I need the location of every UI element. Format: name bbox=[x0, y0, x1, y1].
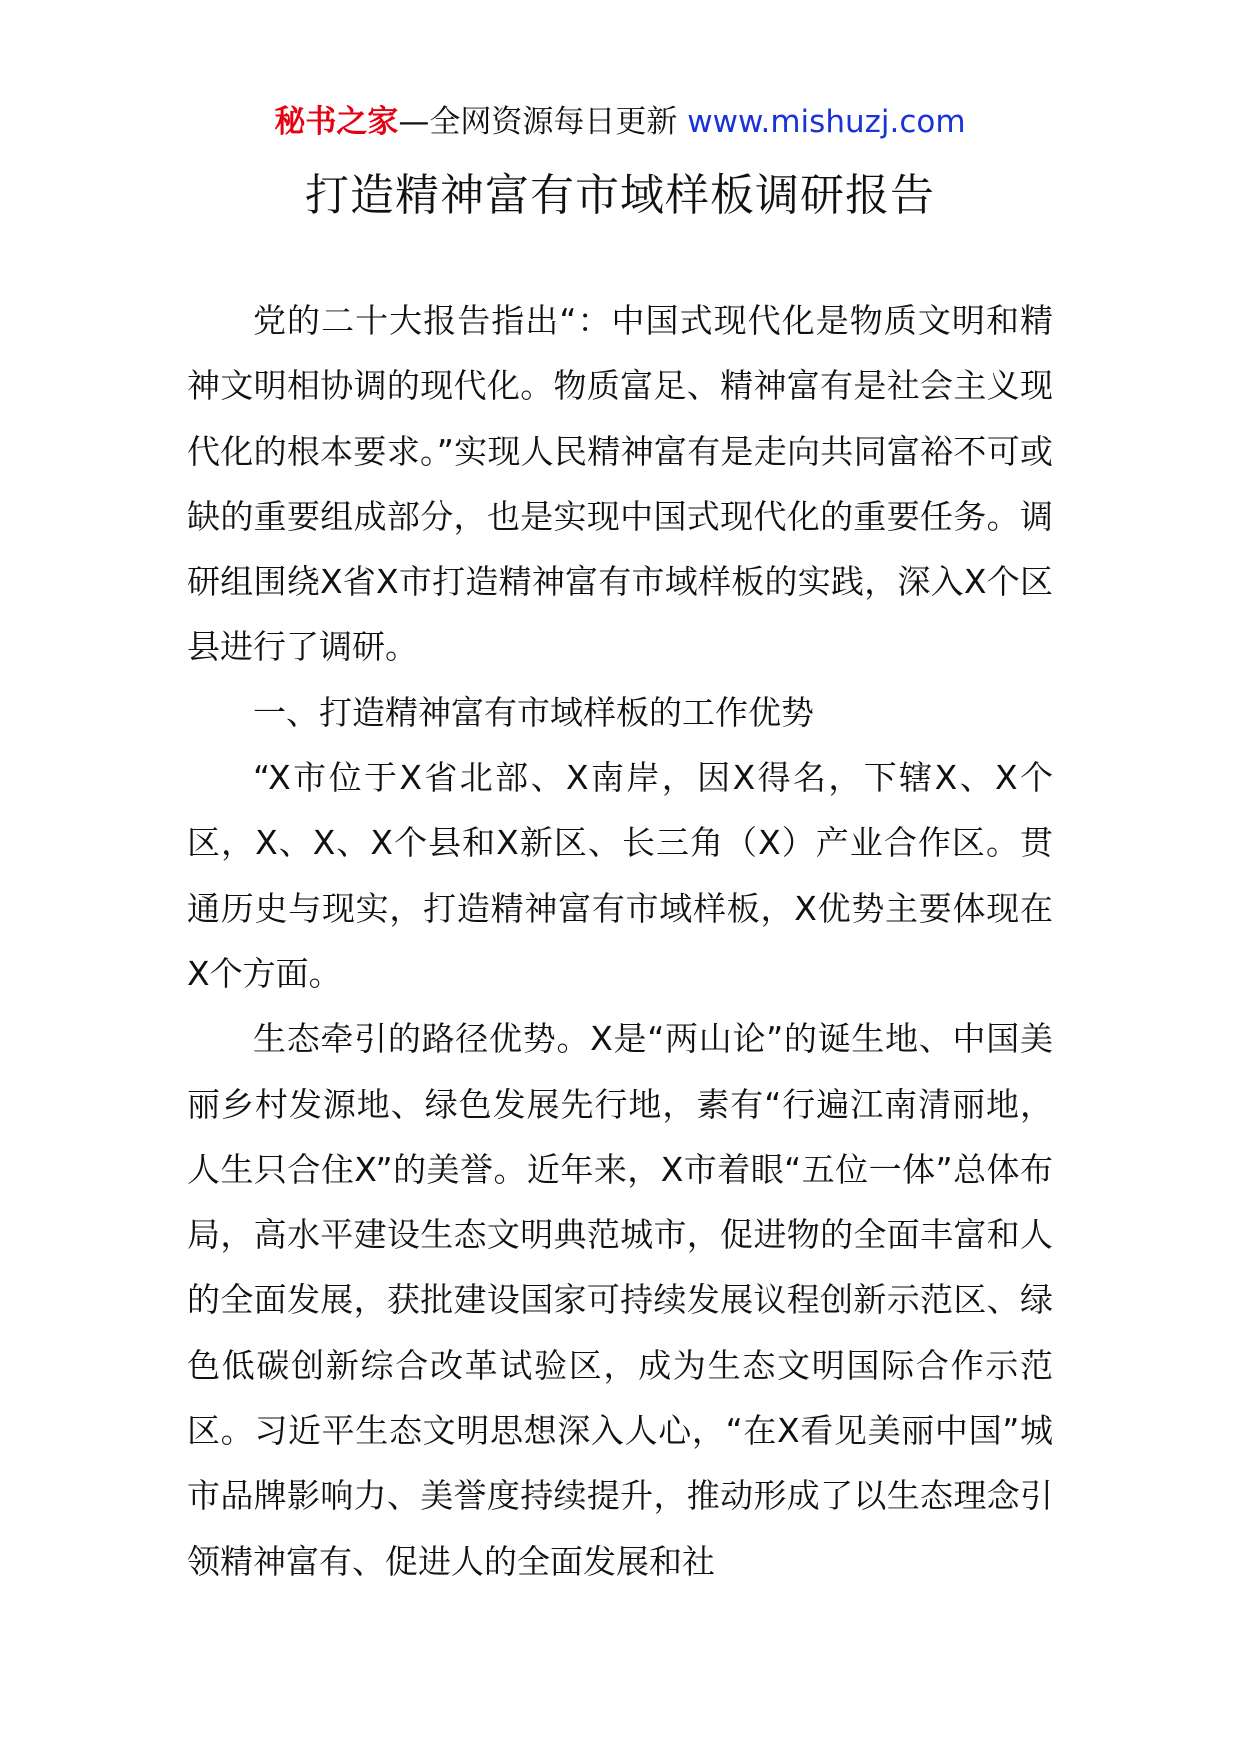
site-url: www.mishuzj.com bbox=[687, 104, 966, 140]
ecology-paragraph: 生态牵引的路径优势。X是“两山论”的诞生地、中国美丽乡村发源地、绿色发展先行地，素有“行遍江南清丽地，人生只合住X”的美誉。近年来，X市着眼“五位一体”总体布局，高水平建设生态文明典范城市，促进物的全面丰富和人的全面发展，获批建设国家可持续发展议程创新示范区、绿色低碳创新综合改革试验区，成为生态文明国际合作示范区。习近平生态文明思想深入人心，“在X看见美丽中国”城市品牌影响力、美誉度持续提升，推动形成了以生态理念引领精神富有、促进人的全面发展和社 bbox=[187, 1019, 1053, 1581]
intro-paragraph: 党的二十大报告指出“：中国式现代化是物质文明和精神文明相协调的现代化。物质富足、精神富有是社会主义现代化的根本要求。”实现人民精神富有是走向共同富裕不可或缺的重要组成部分，也是实现中国式现代化的重要任务。调研组围绕X省X市打造精神富有市域样板的实践，深入X个区县进行了调研。 bbox=[187, 301, 1053, 667]
site-banner bbox=[0, 100, 1240, 144]
document-title: 打造精神富有市域样板调研报告 bbox=[305, 170, 935, 221]
section-heading: 一、打造精神富有市域样板的工作优势 bbox=[253, 692, 814, 732]
overview-paragraph: “X市位于X省北部、X南岸，因X得名，下辖X、X个区，X、X、X个县和X新区、长三角（X）产业合作区。贯通历史与现实，打造精神富有市域样板，X优势主要体现在X个方面。 bbox=[187, 758, 1053, 993]
banner-slogan: —全网资源每日更新 bbox=[398, 104, 678, 140]
document-body bbox=[187, 288, 1053, 1594]
brand-name: 秘书之家 bbox=[274, 104, 399, 140]
